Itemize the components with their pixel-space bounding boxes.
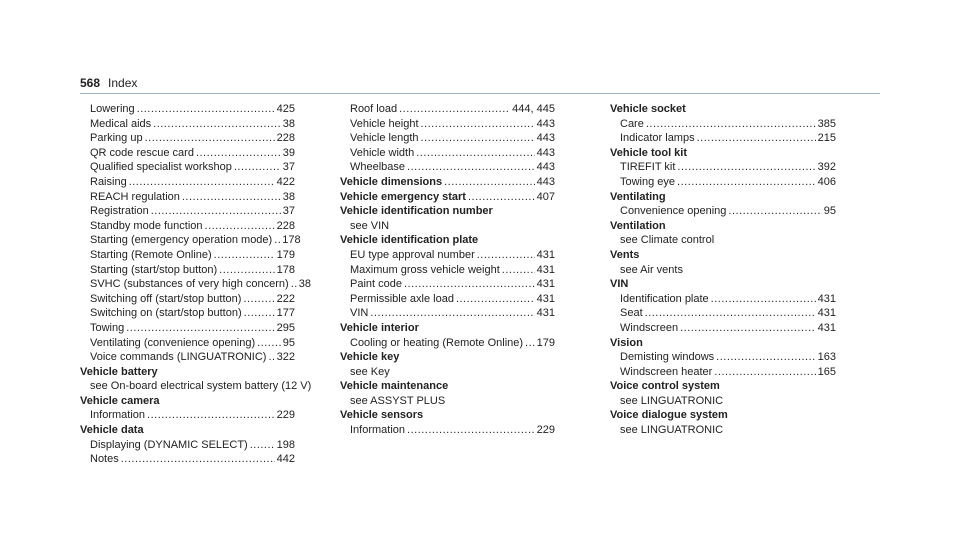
page-reference[interactable]: 431 [536,263,555,276]
index-subentry[interactable] [610,321,836,336]
subentry-label: Parking up [90,132,143,145]
subentry-label: Towing [90,321,125,334]
page-reference[interactable]: 431 [536,278,555,291]
subentry-label: Cooling or heating (Remote Online) [350,336,524,349]
leader-dots [444,175,535,190]
page-reference[interactable]: 179 [536,336,555,349]
page-reference[interactable]: 443 [536,117,555,130]
index-subentry[interactable] [80,219,295,234]
index-subentry[interactable] [80,438,295,453]
page-reference[interactable]: 178 [282,234,301,247]
page-reference[interactable]: 431 [817,292,836,305]
index-heading: Vehicle interior [340,321,419,334]
index-subentry[interactable] [80,408,295,423]
subentry-label: Wheelbase [350,161,406,174]
index-subentry[interactable] [340,306,555,321]
page-reference[interactable]: 431 [536,292,555,305]
subentry-label: Vehicle width [350,146,415,159]
subentry-label: Seat [620,307,643,320]
index-subentry[interactable] [340,423,555,438]
subentry-label: Information [90,409,146,422]
subentry-label: Medical aids [90,117,152,130]
index-column-3 [610,102,836,438]
page-reference[interactable]: 444, 445 [512,103,555,115]
index-subentry[interactable] [340,277,555,292]
leader-dots [677,175,816,190]
index-subentry[interactable] [340,131,555,146]
page-header [80,76,137,90]
index-subentry[interactable] [610,292,836,307]
leader-dots [243,292,274,307]
leader-dots [407,160,535,175]
index-subentry[interactable] [340,292,555,307]
leader-dots [151,204,281,219]
leader-dots [399,102,510,117]
page-reference[interactable]: 392 [817,161,836,174]
index-subentry[interactable] [610,204,836,219]
index-heading: Vents [610,248,640,261]
leader-dots [404,277,535,292]
page-reference[interactable]: 95 [282,336,295,349]
subentry-label: Voice commands (LINGUATRONIC) [90,351,267,364]
index-column-1 [80,102,312,467]
page-reference[interactable]: 431 [536,248,555,261]
subentry-label: Ventilating (convenience opening) [90,336,256,349]
page-reference[interactable]: 322 [276,351,295,364]
subentry-label: Standby mode function [90,219,203,232]
page-reference[interactable]: 198 [276,438,295,451]
index-subentry[interactable] [340,336,555,351]
index-subentry[interactable] [80,452,295,467]
page-reference[interactable]: 215 [817,132,836,145]
subentry-label: Qualified specialist workshop [90,161,232,174]
subentry-label: Convenience opening [620,205,727,218]
page-reference[interactable]: 163 [817,351,836,364]
leader-dots [714,365,815,380]
page-reference[interactable]: 228 [276,132,295,145]
see-reference[interactable] [610,423,836,438]
index-subentry[interactable] [340,248,555,263]
see-reference-label: see On-board electrical system battery (12 V) [90,380,312,393]
page-reference[interactable]: 443 [536,132,555,145]
index-heading: Vehicle key [340,351,400,364]
leader-dots [680,321,816,336]
page-reference[interactable]: 165 [817,365,836,378]
page-reference[interactable]: 39 [282,146,295,159]
subentry-label: Displaying (DYNAMIC SELECT) [90,438,248,451]
index-subentry[interactable] [80,277,311,292]
leader-dots [370,306,534,321]
page-reference[interactable]: 431 [536,307,555,320]
leader-dots [126,321,274,336]
index-subentry[interactable] [340,263,555,278]
page-reference[interactable]: 425 [276,103,295,115]
index-subentry[interactable] [80,336,295,351]
page-reference[interactable]: 443 [536,161,555,174]
subentry-label: Paint code [350,278,402,291]
page-reference[interactable]: 295 [276,321,295,334]
subentry-label: EU type approval number [350,248,475,261]
index-subentry[interactable] [80,160,295,175]
see-reference-label: see Climate control [620,234,715,247]
leader-dots [421,131,535,146]
subentry-label: Identification plate [620,292,709,305]
page-reference[interactable]: 442 [276,453,295,466]
leader-dots [244,306,275,321]
page-reference[interactable]: 179 [276,248,295,261]
index-heading-label: Vehicle emergency start [340,190,466,203]
index-subentry[interactable] [80,306,295,321]
subentry-label: Windscreen heater [620,365,713,378]
page-reference[interactable]: 431 [817,307,836,320]
leader-dots [416,146,534,161]
section-title: Index [108,76,138,90]
subentry-label: Maximum gross vehicle weight [350,263,500,276]
index-heading: Vehicle identification plate [340,234,479,247]
subentry-label: Registration [90,205,149,218]
leader-dots [407,423,535,438]
leader-dots [137,102,275,117]
index-heading: Vehicle battery [80,365,158,378]
see-reference[interactable] [340,219,555,234]
see-reference-label: see ASSYST PLUS [350,394,446,407]
leader-dots [274,233,280,248]
page-reference[interactable]: 178 [276,263,295,276]
index-subentry[interactable] [340,117,555,132]
subentry-label: Starting (Remote Online) [90,248,212,261]
index-heading-entry[interactable] [340,175,555,190]
subentry-label: Demisting windows [620,351,715,364]
index-heading: Ventilation [610,219,666,232]
index-heading-entry[interactable] [340,190,555,205]
page-reference[interactable]: 422 [276,175,295,188]
index-subentry[interactable] [80,175,295,190]
leader-dots [257,336,281,351]
subentry-label: Care [620,117,644,130]
index-heading: Voice control system [610,380,720,393]
subentry-label: QR code rescue card [90,146,194,159]
index-subentry[interactable] [340,160,555,175]
page-reference[interactable]: 95 [823,205,836,218]
subentry-label: Towing eye [620,175,676,188]
see-reference-label: see Key [350,365,390,378]
page-reference[interactable]: 443 [536,175,555,188]
index-heading: Vehicle maintenance [340,380,449,393]
index-heading: Vision [610,336,643,349]
subentry-label: Notes [90,453,119,466]
subentry-label: Switching on (start/stop button) [90,307,242,320]
page-reference[interactable]: 37 [282,161,295,174]
leader-dots [697,131,816,146]
index-subentry[interactable] [80,117,295,132]
leader-dots [716,350,815,365]
index-subentry[interactable] [80,292,295,307]
subentry-label: Lowering [90,103,135,115]
leader-dots [219,263,274,278]
index-subentry[interactable] [80,321,295,336]
index-subentry[interactable] [80,248,295,263]
subentry-label: Indicator lamps [620,132,695,145]
see-reference-label: see LINGUATRONIC [620,394,724,407]
index-heading: Vehicle tool kit [610,146,688,159]
see-reference-label: see LINGUATRONIC [620,424,724,437]
leader-dots [268,350,274,365]
leader-dots [645,306,816,321]
leader-dots [145,131,275,146]
index-heading-label: Vehicle dimensions [340,175,443,188]
subentry-label: Raising [90,175,127,188]
page-reference[interactable]: 431 [817,321,836,334]
page-reference[interactable]: 229 [276,409,295,422]
see-reference[interactable] [610,263,836,278]
leader-dots [129,175,275,190]
leader-dots [153,117,281,132]
see-reference-label: see Air vents [620,263,683,276]
leader-dots [250,438,275,453]
leader-dots [421,117,535,132]
leader-dots [728,204,821,219]
index-heading: Vehicle identification number [340,205,493,218]
see-reference[interactable] [340,365,555,380]
page-number: 568 [80,76,101,90]
index-subentry[interactable] [80,350,295,365]
header-divider [80,93,880,94]
index-subentry[interactable] [340,102,555,117]
page-reference[interactable]: 177 [276,307,295,320]
index-heading: VIN [610,278,629,291]
leader-dots [525,336,535,351]
page-reference[interactable]: 407 [536,190,555,203]
index-subentry[interactable] [80,131,295,146]
page-reference[interactable]: 222 [276,292,295,305]
subentry-label: SVHC (substances of very high concern) [90,278,289,291]
page-reference[interactable]: 38 [282,117,295,130]
index-heading: Vehicle socket [610,103,686,115]
page-reference[interactable]: 443 [536,146,555,159]
see-reference[interactable] [80,379,312,394]
see-reference-label: see VIN [350,219,390,232]
leader-dots [234,160,281,175]
index-subentry[interactable] [80,233,301,248]
leader-dots [456,292,535,307]
leader-dots [214,248,275,263]
leader-dots [646,117,816,132]
see-reference[interactable] [610,394,836,409]
index-subentry[interactable] [610,306,836,321]
index-subentry[interactable] [610,131,836,146]
page-reference[interactable]: 406 [817,175,836,188]
see-reference[interactable] [610,233,836,248]
see-reference[interactable] [340,394,555,409]
index-subentry[interactable] [340,146,555,161]
subentry-label: Roof load [350,103,398,115]
index-heading: Voice dialogue system [610,409,728,422]
page-reference[interactable]: 37 [282,205,295,218]
subentry-label: Starting (start/stop button) [90,263,218,276]
leader-dots [196,146,281,161]
index-subentry[interactable] [610,350,836,365]
index-subentry[interactable] [610,117,836,132]
leader-dots [205,219,275,234]
page-reference[interactable]: 38 [298,278,311,291]
index-heading: Vehicle data [80,424,144,437]
index-subentry[interactable] [610,365,836,380]
index-subentry[interactable] [610,160,836,175]
leader-dots [121,452,275,467]
subentry-label: VIN [350,307,369,320]
leader-dots [477,248,535,263]
page-reference[interactable]: 38 [282,190,295,203]
index-subentry[interactable] [80,190,295,205]
index-heading: Ventilating [610,190,666,203]
subentry-label: Vehicle length [350,132,419,145]
subentry-label: Switching off (start/stop button) [90,292,242,305]
index-heading: Vehicle camera [80,394,160,407]
index-subentry[interactable] [80,146,295,161]
page-reference[interactable]: 229 [536,424,555,437]
subentry-label: Windscreen [620,321,679,334]
leader-dots [502,263,535,278]
leader-dots [468,190,535,205]
leader-dots [147,408,275,423]
leader-dots [711,292,816,307]
page-reference[interactable]: 385 [817,117,836,130]
leader-dots [677,160,815,175]
leader-dots [291,277,297,292]
index-column-2 [340,102,555,438]
subentry-label: Starting (emergency operation mode) [90,234,273,247]
subentry-label: REACH regulation [90,190,180,203]
subentry-label: Information [350,424,406,437]
index-subentry[interactable] [80,102,295,117]
page-reference[interactable]: 228 [276,219,295,232]
index-subentry[interactable] [80,263,295,278]
index-subentry[interactable] [610,175,836,190]
index-heading: Vehicle sensors [340,409,424,422]
subentry-label: Vehicle height [350,117,419,130]
leader-dots [182,190,281,205]
subentry-label: TIREFIT kit [620,161,676,174]
subentry-label: Permissible axle load [350,292,454,305]
index-subentry[interactable] [80,204,295,219]
